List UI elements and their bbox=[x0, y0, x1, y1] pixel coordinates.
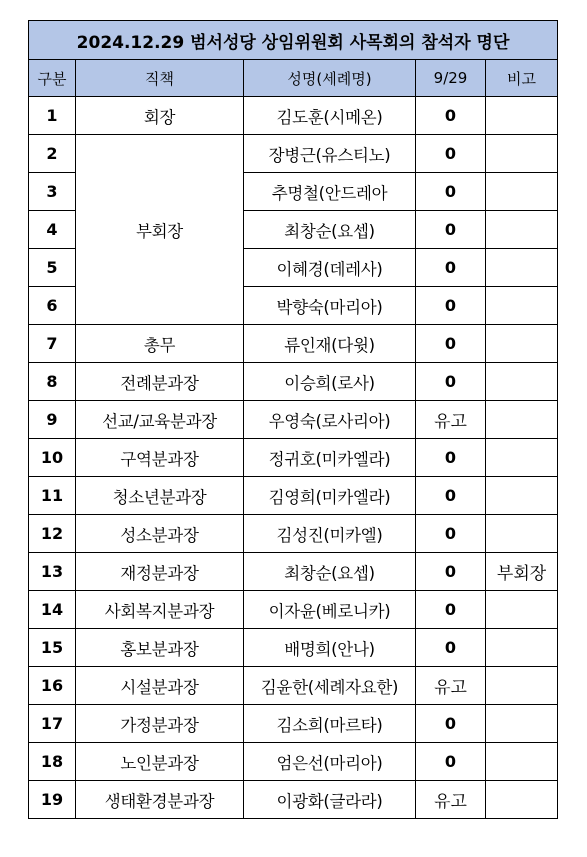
table-row bbox=[29, 515, 558, 553]
row-attendance: 0 bbox=[416, 363, 486, 401]
row-name: 이자윤(베로니카) bbox=[244, 591, 416, 629]
row-note bbox=[486, 211, 558, 249]
row-name: 이혜경(데레사) bbox=[244, 249, 416, 287]
row-number: 5 bbox=[29, 249, 76, 287]
row-position: 선교/교육분과장 bbox=[76, 401, 244, 439]
table-title: 2024.12.29 범서성당 상임위원회 사목회의 참석자 명단 bbox=[29, 21, 558, 60]
row-name: 이승희(로사) bbox=[244, 363, 416, 401]
row-note bbox=[486, 249, 558, 287]
row-name: 김도훈(시메온) bbox=[244, 97, 416, 135]
row-name: 정귀호(미카엘라) bbox=[244, 439, 416, 477]
row-name: 박향숙(마리아) bbox=[244, 287, 416, 325]
row-attendance: 유고 bbox=[416, 781, 486, 819]
row-note bbox=[486, 287, 558, 325]
row-number: 19 bbox=[29, 781, 76, 819]
row-note bbox=[486, 629, 558, 667]
row-attendance: 0 bbox=[416, 705, 486, 743]
row-position: 홍보분과장 bbox=[76, 629, 244, 667]
row-number: 12 bbox=[29, 515, 76, 553]
row-name: 엄은선(마리아) bbox=[244, 743, 416, 781]
row-position: 부회장 bbox=[76, 135, 244, 325]
table-row bbox=[29, 325, 558, 363]
table-row bbox=[29, 135, 558, 173]
table-row bbox=[29, 743, 558, 781]
row-attendance: 0 bbox=[416, 553, 486, 591]
row-number: 10 bbox=[29, 439, 76, 477]
row-note bbox=[486, 439, 558, 477]
row-note bbox=[486, 743, 558, 781]
row-note: 부회장 bbox=[486, 553, 558, 591]
row-note bbox=[486, 781, 558, 819]
row-note bbox=[486, 515, 558, 553]
row-number: 18 bbox=[29, 743, 76, 781]
row-number: 7 bbox=[29, 325, 76, 363]
row-note bbox=[486, 363, 558, 401]
row-note bbox=[486, 401, 558, 439]
row-name: 김윤한(세례자요한) bbox=[244, 667, 416, 705]
row-number: 14 bbox=[29, 591, 76, 629]
row-attendance: 0 bbox=[416, 325, 486, 363]
header-position: 직책 bbox=[76, 60, 244, 97]
row-number: 4 bbox=[29, 211, 76, 249]
row-position: 청소년분과장 bbox=[76, 477, 244, 515]
row-position: 가정분과장 bbox=[76, 705, 244, 743]
table-row bbox=[29, 97, 558, 135]
row-name: 최창순(요셉) bbox=[244, 211, 416, 249]
row-number: 17 bbox=[29, 705, 76, 743]
row-attendance: 0 bbox=[416, 439, 486, 477]
table-body bbox=[29, 97, 558, 819]
row-position: 전례분과장 bbox=[76, 363, 244, 401]
table-row bbox=[29, 667, 558, 705]
row-name: 장병근(유스티노) bbox=[244, 135, 416, 173]
row-attendance: 0 bbox=[416, 97, 486, 135]
row-name: 김영희(미카엘라) bbox=[244, 477, 416, 515]
row-number: 2 bbox=[29, 135, 76, 173]
table-row bbox=[29, 439, 558, 477]
row-attendance: 0 bbox=[416, 173, 486, 211]
row-attendance: 0 bbox=[416, 629, 486, 667]
table-row bbox=[29, 553, 558, 591]
row-note bbox=[486, 477, 558, 515]
row-number: 13 bbox=[29, 553, 76, 591]
row-position: 시설분과장 bbox=[76, 667, 244, 705]
row-attendance: 유고 bbox=[416, 401, 486, 439]
row-attendance: 0 bbox=[416, 477, 486, 515]
row-note bbox=[486, 135, 558, 173]
row-position: 회장 bbox=[76, 97, 244, 135]
row-attendance: 유고 bbox=[416, 667, 486, 705]
row-note bbox=[486, 705, 558, 743]
row-number: 6 bbox=[29, 287, 76, 325]
row-attendance: 0 bbox=[416, 287, 486, 325]
row-number: 9 bbox=[29, 401, 76, 439]
row-number: 3 bbox=[29, 173, 76, 211]
table-row bbox=[29, 629, 558, 667]
row-number: 15 bbox=[29, 629, 76, 667]
header-name: 성명(세례명) bbox=[244, 60, 416, 97]
row-position: 노인분과장 bbox=[76, 743, 244, 781]
row-name: 김성진(미카엘) bbox=[244, 515, 416, 553]
row-name: 이광화(글라라) bbox=[244, 781, 416, 819]
header-date: 9/29 bbox=[416, 60, 486, 97]
table-row bbox=[29, 591, 558, 629]
row-number: 11 bbox=[29, 477, 76, 515]
row-attendance: 0 bbox=[416, 515, 486, 553]
row-position: 총무 bbox=[76, 325, 244, 363]
table-row bbox=[29, 705, 558, 743]
row-attendance: 0 bbox=[416, 743, 486, 781]
table-row bbox=[29, 401, 558, 439]
row-note bbox=[486, 667, 558, 705]
row-name: 최창순(요셉) bbox=[244, 553, 416, 591]
table-row bbox=[29, 477, 558, 515]
row-note bbox=[486, 97, 558, 135]
row-number: 8 bbox=[29, 363, 76, 401]
table-row bbox=[29, 363, 558, 401]
row-position: 재정분과장 bbox=[76, 553, 244, 591]
row-note bbox=[486, 325, 558, 363]
row-name: 김소희(마르타) bbox=[244, 705, 416, 743]
attendee-table bbox=[28, 20, 558, 819]
header-note: 비고 bbox=[486, 60, 558, 97]
row-position: 성소분과장 bbox=[76, 515, 244, 553]
table-row bbox=[29, 781, 558, 819]
row-name: 우영숙(로사리아) bbox=[244, 401, 416, 439]
row-position: 사회복지분과장 bbox=[76, 591, 244, 629]
row-note bbox=[486, 173, 558, 211]
row-attendance: 0 bbox=[416, 249, 486, 287]
row-number: 1 bbox=[29, 97, 76, 135]
header-category: 구분 bbox=[29, 60, 76, 97]
row-attendance: 0 bbox=[416, 591, 486, 629]
row-attendance: 0 bbox=[416, 211, 486, 249]
row-note bbox=[486, 591, 558, 629]
row-name: 배명희(안나) bbox=[244, 629, 416, 667]
row-position: 생태환경분과장 bbox=[76, 781, 244, 819]
row-number: 16 bbox=[29, 667, 76, 705]
row-attendance: 0 bbox=[416, 135, 486, 173]
row-name: 추명철(안드레아 bbox=[244, 173, 416, 211]
row-name: 류인재(다윗) bbox=[244, 325, 416, 363]
row-position: 구역분과장 bbox=[76, 439, 244, 477]
